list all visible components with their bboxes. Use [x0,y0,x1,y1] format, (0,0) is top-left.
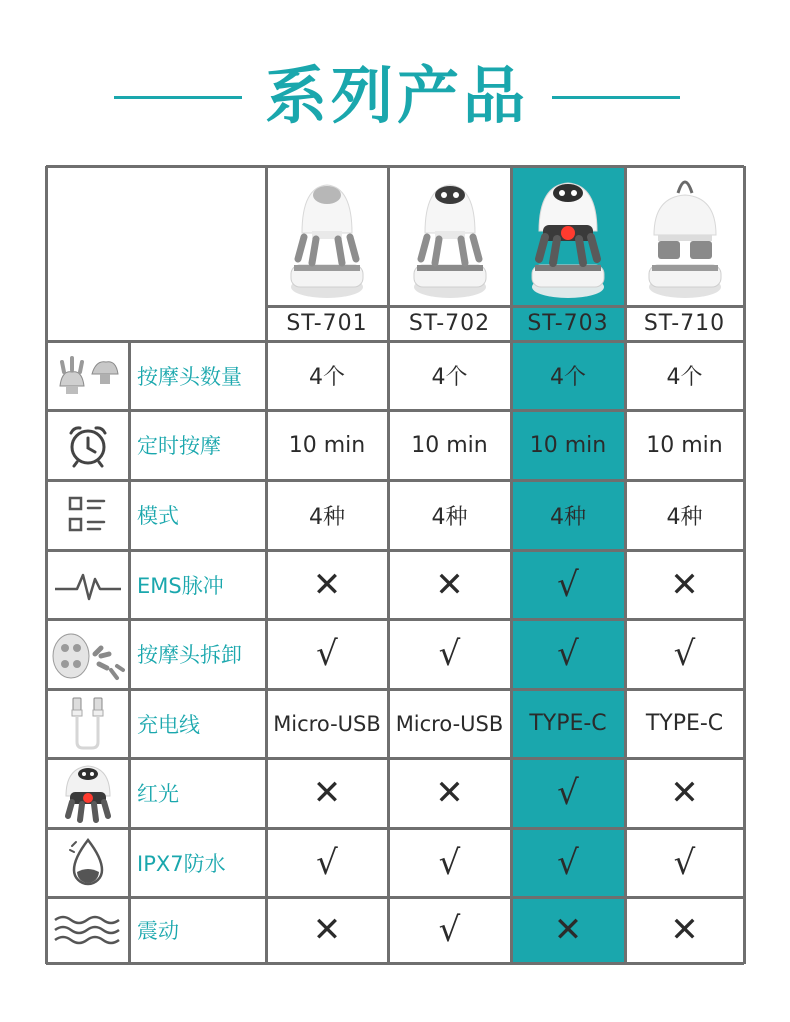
title-divider-right [552,96,680,99]
grid-line-horizontal [46,340,744,343]
feature-label: EMS脉冲 [137,573,224,598]
check-mark-icon: √ [673,842,696,883]
cross-mark-icon: ✕ [670,910,699,950]
value-cell: 4个 [431,365,468,390]
model-name: ST-703 [527,311,609,336]
product-photo-st-703 [511,166,625,306]
grid-line-horizontal [46,409,744,412]
grid-line-vertical [387,166,390,964]
grid-line-vertical [510,166,513,964]
cross-mark-icon: ✕ [553,910,583,950]
grid-line-vertical [265,166,268,964]
alarm-clock-icon [46,410,129,480]
check-mark-icon: √ [316,634,338,674]
red-light-massager-icon [46,758,129,828]
grid-line-horizontal [46,757,744,760]
title-divider-left [114,96,242,99]
cross-mark-icon: ✕ [312,773,342,813]
grid-line-vertical [45,166,48,964]
grid-line-vertical [624,166,627,964]
value-cell: TYPE-C [645,711,724,736]
massage-heads-icon [46,341,129,410]
value-cell: Micro-USB [273,711,381,736]
feature-label: 按摩头数量 [137,364,242,389]
value-cell: 10 min [646,432,723,458]
check-mark-icon: √ [557,634,579,674]
grid-line-horizontal [46,479,744,482]
grid-line-horizontal [46,962,744,965]
check-mark-icon: √ [673,634,696,674]
grid-line-horizontal [46,618,744,621]
grid-line-horizontal [46,896,744,899]
grid-line-horizontal [46,165,744,168]
mode-list-icon [46,480,129,550]
grid-line-horizontal [46,549,744,552]
check-mark-icon: √ [557,564,579,605]
check-mark-icon: √ [316,842,338,883]
cross-mark-icon: ✕ [670,773,699,813]
model-name: ST-701 [286,311,368,336]
grid-line-horizontal [46,827,744,830]
feature-label: IPX7防水 [137,851,226,876]
page-title: 系列产品 [264,59,529,132]
usb-cable-icon [46,689,129,758]
value-cell: 10 min [288,432,366,458]
cross-mark-icon: ✕ [312,564,342,605]
feature-label: 模式 [137,504,179,528]
page-header [0,58,790,138]
grid-line-horizontal [266,305,744,308]
vibration-waves-icon [46,897,129,963]
product-photo-st-701 [266,166,388,306]
product-photo-st-702 [388,166,511,306]
cross-mark-icon: ✕ [312,910,342,950]
feature-label: 按摩头拆卸 [137,643,242,667]
value-cell: 4个 [550,365,586,390]
check-mark-icon: √ [438,910,461,950]
cross-mark-icon: ✕ [435,773,464,813]
value-cell: 4个 [309,365,345,390]
grid-line-vertical [743,166,746,964]
value-cell: 4种 [550,504,586,530]
feature-label: 定时按摩 [137,434,221,458]
feature-label: 充电线 [137,712,200,737]
pulse-wave-icon [46,550,129,619]
value-cell: 4个 [666,365,703,390]
cross-mark-icon: ✕ [670,564,699,605]
model-name: ST-710 [643,311,726,336]
check-mark-icon: √ [557,842,579,883]
water-drop-icon [46,828,129,897]
check-mark-icon: √ [557,773,579,813]
feature-label: 震动 [137,919,179,943]
detachable-heads-icon [46,619,129,689]
feature-label: 红光 [137,782,179,806]
check-mark-icon: √ [438,634,461,674]
model-name: ST-702 [408,311,491,336]
value-cell: 10 min [529,432,607,458]
value-cell: TYPE-C [529,711,607,736]
grid-line-vertical [128,341,131,964]
value-cell: 4种 [431,504,468,530]
value-cell: Micro-USB [395,711,504,736]
check-mark-icon: √ [438,842,461,883]
product-photo-st-710 [625,166,744,306]
value-cell: 4种 [309,504,345,530]
cross-mark-icon: ✕ [435,564,464,605]
grid-line-horizontal [46,688,744,691]
value-cell: 4种 [666,504,703,530]
value-cell: 10 min [411,432,488,458]
